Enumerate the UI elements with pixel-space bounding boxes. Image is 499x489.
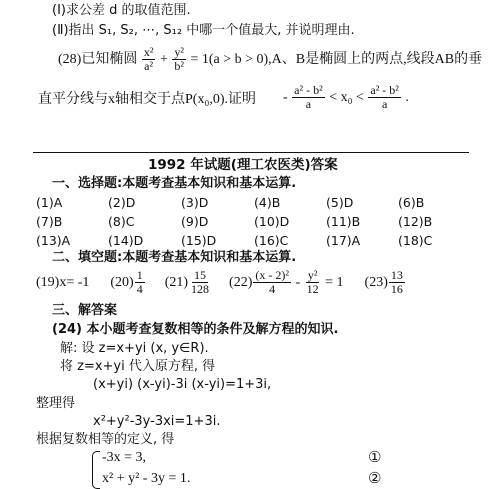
choice-answer: (11)B (326, 214, 361, 229)
answer-22-fraction-2 (305, 269, 321, 296)
answer-23-den: 16 (390, 282, 403, 297)
section-3-heading: 三、解答案 (52, 303, 118, 318)
q28-ineq-left-den: a (305, 97, 312, 112)
section-1-heading: 一、选择题:本题考查基本知识和基本运算. (52, 176, 297, 191)
solution-line-6: 根据复数相等的定义, 得 (36, 432, 175, 447)
q28-plus: + (159, 52, 168, 67)
choice-answer: (9)D (181, 214, 209, 229)
q28-inequality (283, 83, 409, 113)
question-24-heading: (24) 本小题考查复数相等的条件及解方程的知识. (52, 322, 339, 337)
answer-19: (19)x= -1 (36, 275, 90, 290)
q28-ineq-left-num: a² - b² (294, 83, 323, 98)
answer-21-num: 15 (194, 268, 207, 283)
equation-marker-2: ② (368, 469, 382, 487)
q28-frac1-den: a² (144, 59, 154, 74)
answer-20-num: 1 (136, 268, 143, 283)
section-2-heading: 二、填空题:本题考查基本知识和基本运算. (52, 250, 297, 265)
system-equation-1: -3x = 3, (102, 450, 147, 465)
answer-20-label: (20) (110, 275, 134, 290)
q28-frac1-num: x² (143, 45, 154, 60)
equation-marker-1: ① (368, 448, 382, 466)
answer-21-label: (21) (164, 275, 189, 290)
section-divider (33, 152, 469, 153)
choice-answer: (1)A (36, 195, 63, 210)
q28-ineq-right-frac (368, 84, 401, 111)
choice-answer: (18)C (398, 233, 433, 248)
choice-answer: (3)D (181, 195, 209, 210)
choice-answer: (10)D (254, 214, 290, 229)
answer-21-den: 128 (191, 282, 210, 297)
q28-ineq-right-den: a (381, 97, 388, 112)
equation-system-brace (92, 451, 100, 489)
answer-23-fraction (389, 269, 405, 296)
answer-20-den: 4 (136, 282, 143, 297)
choice-answer: (7)B (36, 214, 63, 229)
part-2-text: (Ⅱ)指出 S₁, S₂, ⋯, S₁₂ 中哪一个值最大, 并说明理由. (52, 23, 355, 38)
q28-fraction-x (142, 46, 156, 73)
solution-line-5: x²+y²-3y-3xi=1+3i. (93, 414, 221, 429)
choice-answer: (15)D (181, 233, 217, 248)
choice-answer: (4)B (254, 195, 281, 210)
choice-answer: (16)C (254, 233, 289, 248)
part-1-text: (Ⅰ)求公差 d 的取值范围. (52, 3, 191, 18)
answer-20-fraction (135, 269, 145, 296)
answer-23-num: 13 (390, 268, 403, 283)
fill-in-answers-row (36, 266, 406, 300)
answer-22-label: (22) (229, 275, 253, 290)
solution-line-4: 整理得 (36, 396, 76, 411)
q28-neg-sign: - (283, 90, 288, 105)
answer-22-equals: = 1 (325, 275, 344, 290)
answer-22-num-1: (x - 2)² (255, 268, 289, 283)
choice-answer: (14)D (108, 233, 144, 248)
answer-22-den-1: 4 (269, 282, 276, 297)
choice-answer: (12)B (398, 214, 433, 229)
answer-22-den-2: 12 (306, 282, 319, 297)
q28-frac2-den: b² (174, 59, 184, 74)
question-28-line-2: 直平分线与x轴相交于点P(x₀,0).证明 (38, 92, 256, 107)
q28-suffix: = 1(a > b > 0),A、B是椭圆上的两点,线段AB的垂 (190, 52, 483, 67)
answer-21-fraction (189, 269, 211, 296)
answer-23-label: (23) (364, 275, 388, 290)
choice-answer: (6)B (398, 195, 425, 210)
answer-22-num-2: y² (307, 268, 318, 283)
q28-frac2-num: y² (174, 45, 184, 60)
answer-22-minus: - (295, 275, 301, 290)
choice-answer: (13)A (36, 233, 71, 248)
solution-line-3: (x+yi) (x-yi)-3i (x-yi)=1+3i, (93, 377, 272, 392)
q28-ineq-mid: < x₀ < (329, 90, 364, 105)
solution-line-1: 解: 设 z=x+yi (x, y∈R). (60, 341, 209, 356)
q28-prefix: (28)已知椭圆 (58, 52, 138, 67)
q28-ineq-left-frac (292, 84, 325, 111)
choice-answer: (2)D (108, 195, 136, 210)
q28-period: . (405, 90, 409, 105)
solution-line-2: 将 z=x+yi 代入原方程, 得 (60, 359, 216, 374)
q28-fraction-y (172, 46, 186, 73)
choice-answer: (8)C (108, 214, 135, 229)
choice-answer: (5)D (326, 195, 354, 210)
answer-22-fraction-1 (253, 269, 291, 296)
answers-title: 1992 年试题(理工农医类)答案 (148, 157, 338, 173)
choice-answer: (17)A (326, 233, 361, 248)
system-equation-2: x² + y² - 3y = 1. (102, 471, 191, 486)
q28-ineq-right-num: a² - b² (370, 83, 399, 98)
question-28-line-1 (58, 46, 482, 74)
